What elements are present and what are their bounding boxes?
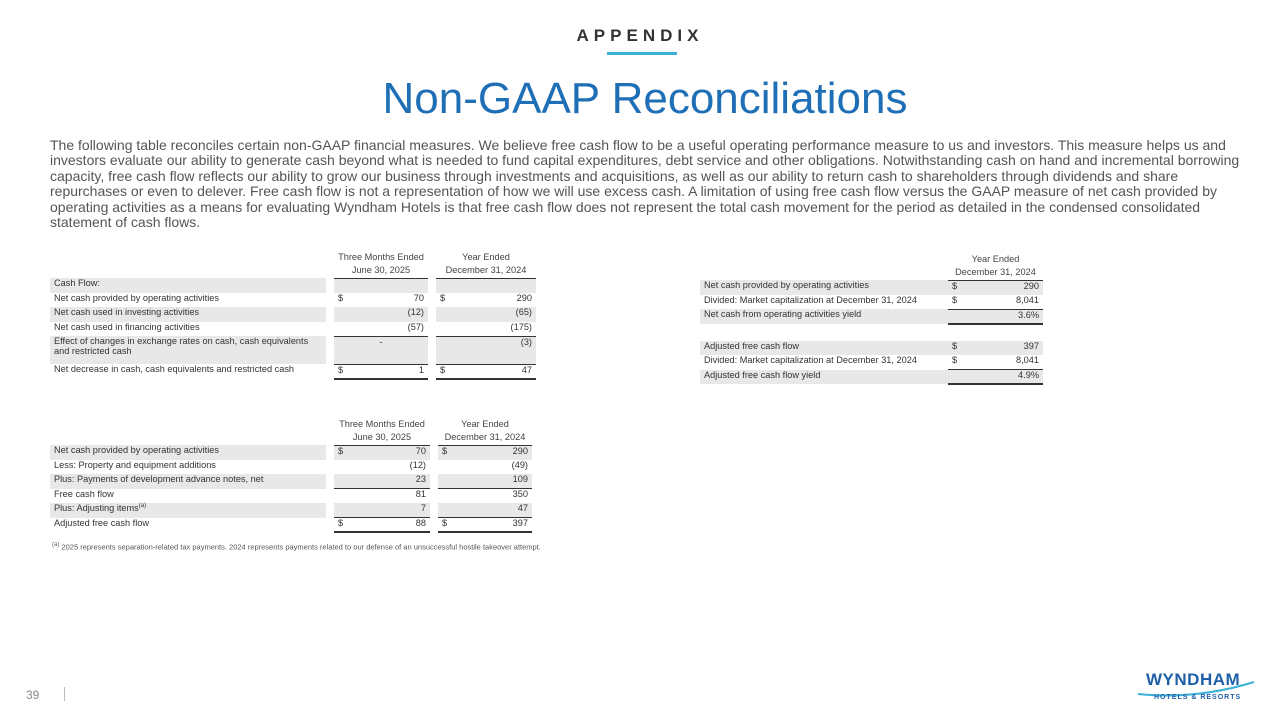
table-row: Free cash flow 81 350 — [50, 489, 532, 504]
col-header-fy-date: December 31, 2024 — [948, 267, 1043, 280]
col-header-q2-date: June 30, 2025 — [334, 265, 428, 278]
table-row: Divided: Market capitalization at December 31, 2024 $ 8,041 — [704, 355, 1039, 365]
table-row: Net cash provided by operating activities $ 70 $ 290 — [50, 293, 536, 308]
table-row: Net cash used in financing activities (57) (175) — [50, 322, 536, 337]
section-heading: Cash Flow: — [50, 278, 326, 293]
col-header-q2: Three Months Ended — [339, 419, 425, 429]
table-row: Adjusted free cash flow $ 397 — [700, 341, 1043, 356]
col-header-fy: Year Ended — [462, 252, 510, 262]
table-row: Divided: Market capitalization at December 31, 2024 $ 8,041 — [704, 294, 1039, 305]
table-row: Plus: Payments of development advance notes, net 23 109 — [50, 474, 532, 489]
table-row: Less: Property and equipment additions (12) (49) — [50, 460, 532, 475]
cash-flow-table — [50, 252, 536, 380]
col-header-fy-date: December 31, 2024 — [438, 432, 532, 445]
table-row: Net cash from operating activities yield 3.6% — [700, 309, 1043, 324]
table-row: Adjusted free cash flow $ 88 $ 397 — [50, 518, 532, 533]
footnote: $^{(a)}$ 2025 represents separation-related tax payments. 2024 represents payments related to our defense of an unsuccessful hostile takeover attempt. — [52, 542, 541, 552]
page-title: Non-GAAP Reconciliations — [382, 74, 908, 123]
col-header-q2: Three Months Ended — [338, 252, 424, 262]
table-row: Net cash provided by operating activities $ 70 $ 290 — [50, 445, 532, 460]
free-cash-flow-table — [50, 419, 532, 533]
footer-divider — [64, 687, 65, 701]
table-row: Net cash used in investing activities (12) (65) — [50, 307, 536, 322]
intro-paragraph: The following table reconciles certain non-GAAP financial measures. We believe free cash flow to be a useful operating performance measure to us and investors. This measure helps us and investors evaluate our ability to generate cash beyond what is needed to fund capital expenditures, debt service and other obligations. Notwithstanding cash on hand and incremental borrowing capacity, free cash flow reflects our ability to grow our business through investments and acquisitions, as well as our ability to return cash to shareholders through dividends and share repurchases or even to delever. Free cash flow is not a representation of how we will use excess cash. A limitation of using free cash flow versus the GAAP measure of net cash provided by operating activities as a means for evaluating Wyndham Hotels is that free cash flow does not represent the total cash movement for the period as detailed in the condensed consolidated statement of cash flows. — [50, 137, 1240, 231]
table-row: Net decrease in cash, cash equivalents and restricted cash $ 1 $ 47 — [50, 364, 536, 379]
page-number: 39 — [26, 688, 40, 702]
table-row: Plus: Adjusting items$^{(a)}$ 7 47 — [50, 503, 532, 518]
section-label: APPENDIX — [576, 26, 704, 45]
col-header-fy-date: December 31, 2024 — [436, 265, 536, 278]
table-row: Effect of changes in exchange rates on cash, cash equivalents and restricted cash - (3) — [50, 336, 536, 364]
table-row: Net cash provided by operating activities $ 290 — [700, 280, 1043, 295]
col-header-fy: Year Ended — [971, 254, 1020, 264]
section-underline — [607, 52, 677, 55]
col-header-q2-date: June 30, 2025 — [334, 432, 430, 445]
cash-flow-yield-table — [700, 254, 1043, 385]
wyndham-logo: WYNDHAM HOTELS & RESORTS — [1136, 670, 1256, 710]
col-header-fy: Year Ended — [461, 419, 509, 429]
table-row: Adjusted free cash flow yield 4.9% — [700, 370, 1043, 385]
